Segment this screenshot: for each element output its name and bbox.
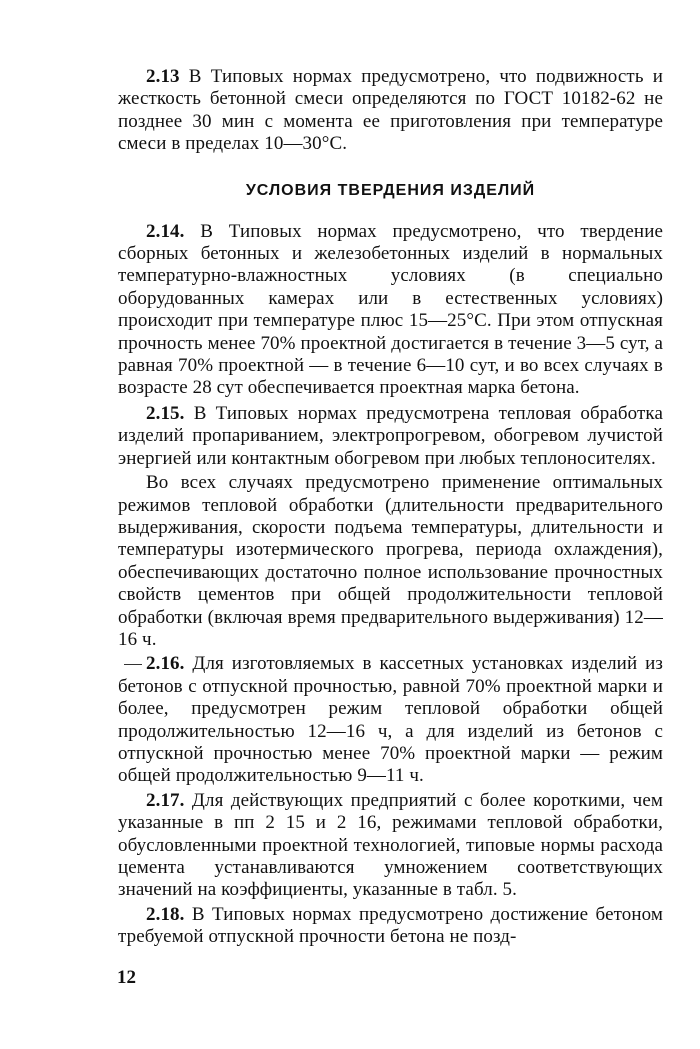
clause-text: В Типовых нормах предусмотрена тепловая обработка изделий пропариванием, электропрогревом, обогревом лучистой энергией или контактным обогревом при любых теплоносителях. <box>118 402 663 469</box>
clause-number: 2.15. <box>146 402 185 424</box>
paragraph-2-14 <box>118 221 663 400</box>
clause-text: В Типовых нормах предусмотрено достижение бетоном требуемой отпускной прочности бетона не позд- <box>118 903 663 948</box>
clause-number: 2.17. <box>146 789 185 811</box>
paragraph-2-15-continued <box>118 472 663 651</box>
document-page <box>118 66 663 949</box>
paragraph-2-17 <box>118 790 663 902</box>
clause-number: 2.16. <box>146 653 185 675</box>
clause-number: 2.18. <box>146 903 185 925</box>
paragraph-2-13 <box>118 66 663 156</box>
paragraph-2-18 <box>118 904 663 949</box>
clause-text: В Типовых нормах предусмотрено, что твердение сборных бетонных и железобетонных изделий в нормальных температурно-влажностных условиях (в специально оборудованных камерах или в естественных условиях) происходит при температуре плюс 15—25°С. При этом отпускная прочность менее 70% проектной достигается в течение 3—5 сут, а равная 70% проектной — в течение 6—10 сут, и во всех случаях в возрасте 28 сут обеспечивается проектная марка бетона. <box>118 220 663 399</box>
clause-text: Для изготовляемых в кассетных установках изделий из бетонов с отпускной прочностью, равной 70% проектной марки и более, предусмотрен режим тепловой обработки общей продолжительностью 12—16 ч, а для изделий из бетонов с отпускной прочностью менее 70% проектной марки — режим общей продолжительностью 9—11 ч. <box>118 653 663 787</box>
page-number: 12 <box>117 967 136 988</box>
paragraph-2-16 <box>118 653 663 787</box>
section-heading: УСЛОВИЯ ТВЕРДЕНИЯ ИЗДЕЛИЙ <box>245 181 536 199</box>
margin-mark <box>124 664 142 665</box>
paragraph-2-15 <box>118 403 663 470</box>
clause-number: 2.13 <box>146 66 180 87</box>
clause-number: 2.14. <box>146 220 185 242</box>
clause-text: Во всех случаях предусмотрено применение оптимальных режимов тепловой обработки (длительности предварительного выдерживания, скорости подъема температуры, длительности и температуры изотермического прогрева, периода охлаждения), обеспечивающих достаточно полное использование прочностных свойств цементов при общей продолжительности тепловой обработки (включая время предварительного выдерживания) 12—16 ч. <box>118 472 663 650</box>
clause-text: В Типовых нормах предусмотрено, что подвижность и жесткость бетонной смеси определяются по ГОСТ 10182-62 не позднее 30 мин с момента ее приготовления при температуре смеси в пределах 10—30°С. <box>118 66 663 155</box>
clause-text: Для действующих предприятий с более короткими, чем указанные в пп 2 15 и 2 16, режимами тепловой обработки, обусловленными проектной технологией, типовые нормы расхода цемента устанавливаются умножением соответствующих значений на коэффициенты, указанные в табл. 5. <box>118 789 663 901</box>
